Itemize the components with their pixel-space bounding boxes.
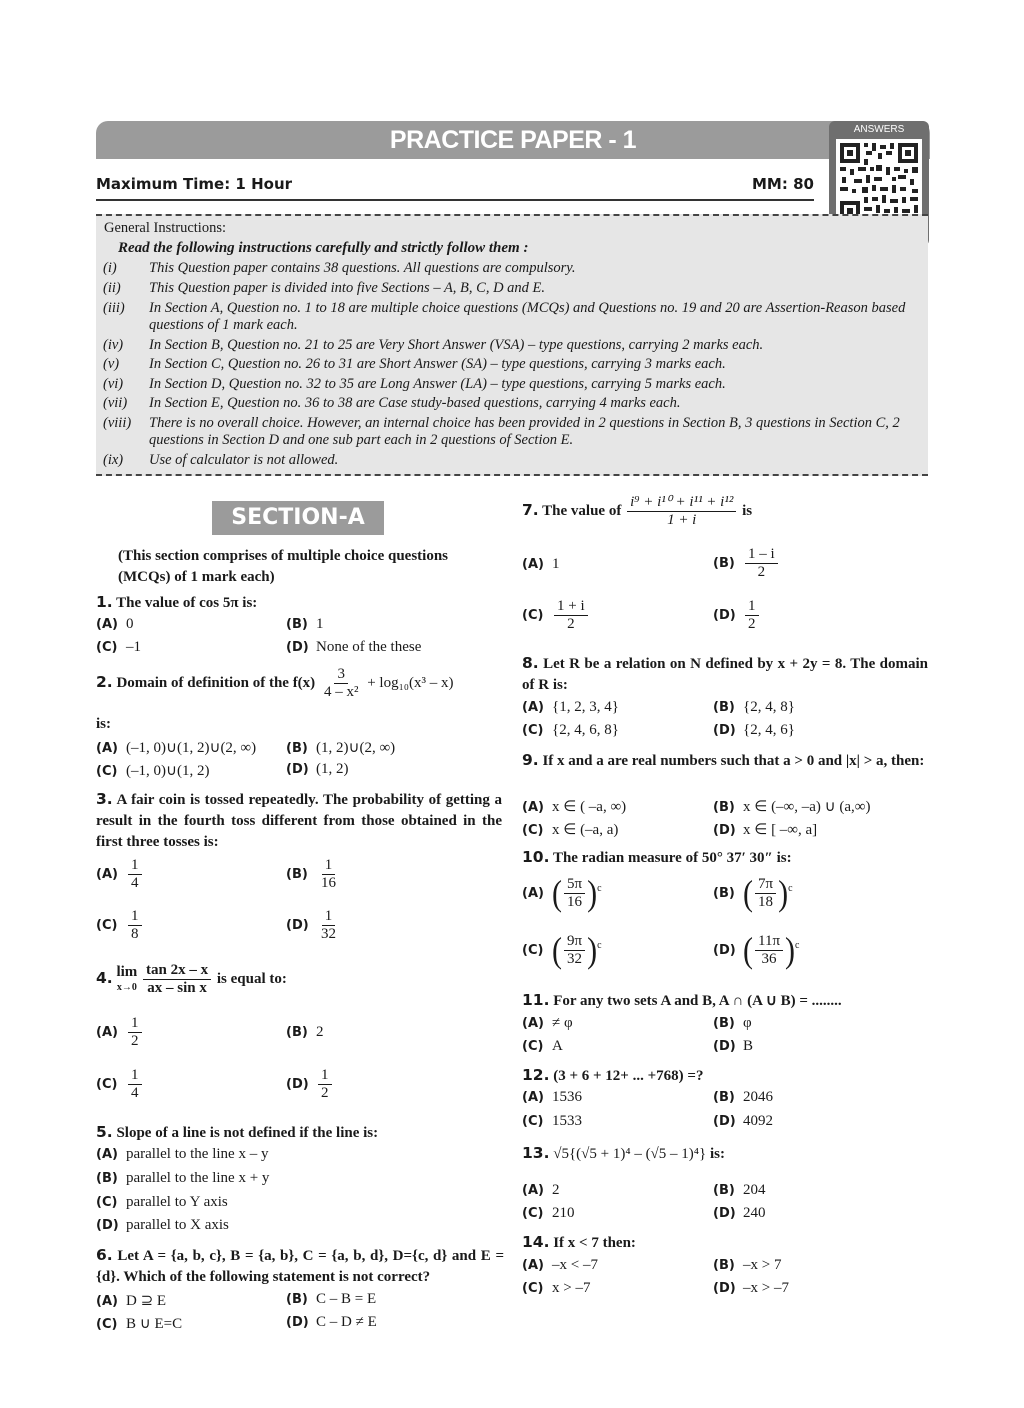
instruction-text: There is no overall choice. However, an internal choice has been provided in 2 questions in Section B, 3 questions in Section C, 2 questions in Section D and one sub part each in 2 questions of Section E. bbox=[149, 415, 900, 448]
page-title: PRACTICE PAPER - 1 bbox=[389, 126, 637, 154]
question-5: 5. Slope of a line is not defined if the line is: bbox=[96, 1123, 379, 1141]
instruction-text: In Section A, Question no. 1 to 18 are multiple choice questions (MCQs) and Questions no. 19 and 20 are Assertion-Reason based questions of 1 mark each. bbox=[149, 300, 906, 333]
option-a: (A) 0 bbox=[96, 616, 134, 632]
option-d: (D) x ∈ [ –∞, a] bbox=[713, 822, 818, 838]
header-rule bbox=[96, 199, 814, 201]
instruction-text: Use of calculator is not allowed. bbox=[149, 452, 339, 468]
option-d: (D) C – D ≠ E bbox=[286, 1314, 377, 1330]
option-b: (B) 204 bbox=[713, 1182, 766, 1198]
option-c: (C) $\frac{1}{8}$ bbox=[96, 908, 144, 943]
question-2-tail: is: bbox=[96, 716, 111, 732]
option-a: (A) (–1, 0)∪(1, 2)∪(2, ∞) bbox=[96, 740, 257, 756]
question-4: 4. lim x→0 $\frac{\tan 2x - x}{\text{ax – sin x}}$ is equal to: bbox=[96, 962, 287, 996]
instruction-text: This Question paper contains 38 questions. All questions are compulsory. bbox=[149, 260, 576, 276]
instruction-text: In Section E, Question no. 36 to 38 are Case study-based questions, carrying 4 marks each. bbox=[149, 395, 681, 411]
option-c: (C) B ∪ E=C bbox=[96, 1316, 183, 1332]
question-1: 1. The value of cos 5π is: bbox=[96, 593, 258, 611]
instruction-num: (i) bbox=[103, 260, 117, 276]
option-c: (C) x > –7 bbox=[522, 1280, 591, 1296]
option-d: (D) {2, 4, 6} bbox=[713, 722, 795, 738]
instruction-text: In Section D, Question no. 32 to 35 are Long Answer (LA) – type questions, carrying 5 marks each. bbox=[149, 376, 726, 392]
option-c: (C) 210 bbox=[522, 1205, 575, 1221]
option-b: (B) {2, 4, 8} bbox=[713, 699, 795, 715]
question-9: 9. If x and a are real numbers such that a > 0 and |x| > a, then: bbox=[522, 751, 925, 769]
instruction-num: (ix) bbox=[103, 452, 124, 468]
option-c: (C) –1 bbox=[96, 639, 141, 655]
instruction-num: (iii) bbox=[103, 300, 125, 316]
option-a: (A) 2 bbox=[522, 1182, 560, 1198]
option-d: (D) None of the these bbox=[286, 639, 422, 655]
option-c: (C) x ∈ (–a, a) bbox=[522, 822, 619, 838]
option-d: (D) $\frac{1}{2}$ bbox=[713, 598, 761, 633]
option-a: (A) $\frac{1}{4}$ bbox=[96, 857, 144, 892]
option-a: (A) $\frac{1}{2}$ bbox=[96, 1015, 144, 1050]
option-a: (A) 1536 bbox=[522, 1089, 582, 1105]
instructions-heading: General Instructions: bbox=[104, 220, 227, 236]
question-11: 11. For any two sets A and B, A ∩ (A ∪ B) = ........ bbox=[522, 991, 842, 1009]
instruction-text: In Section B, Question no. 21 to 25 are Very Short Answer (VSA) – type questions, carrying 2 marks each. bbox=[149, 337, 764, 353]
option-d: (D) $\frac{1}{32}$ bbox=[286, 908, 336, 942]
option-b: (B) $\frac{1 - i}{2}$ bbox=[713, 546, 780, 581]
option-c: (C) $\frac{1 + i}{2}$ bbox=[522, 598, 590, 633]
option-d: (D) –x > –7 bbox=[713, 1280, 789, 1296]
option-a: (A) {1, 2, 3, 4} bbox=[522, 699, 619, 715]
option-d: (D) B bbox=[713, 1038, 754, 1054]
option-c: (C) A bbox=[522, 1038, 563, 1054]
option-c: (C) 1533 bbox=[522, 1113, 582, 1129]
instruction-text: This Question paper is divided into five Sections – A, B, C, D and E. bbox=[149, 280, 546, 296]
option-b: (B) (1, 2)∪(2, ∞) bbox=[286, 740, 396, 756]
question-7: 7. The value of $\frac{\text{i⁹ + i¹⁰ + i¹¹ + i¹²}}{1 + i}$ is bbox=[522, 494, 753, 528]
option-c: (C) ( $\frac{9\pi}{32}$ )$^c$ bbox=[522, 930, 602, 970]
option-b: (B) x ∈ (–∞, –a) ∪ (a,∞) bbox=[713, 799, 871, 815]
option-c: (C) (–1, 0)∪(1, 2) bbox=[96, 763, 210, 779]
question-8: 8. Let R be a relation on N defined by x + 2y = 8. The domain of R is: bbox=[522, 654, 929, 693]
qr-code-icon bbox=[836, 139, 922, 225]
option-b: (B) 2046 bbox=[713, 1089, 773, 1105]
instruction-num: (iv) bbox=[103, 337, 124, 353]
option-a: (A) x ∈ ( –a, ∞) bbox=[522, 799, 627, 815]
question-10: 10. The radian measure of 50° 37′ 30″ is: bbox=[522, 848, 792, 866]
instruction-num: (viii) bbox=[103, 415, 132, 431]
option-a: (A) D ⊇ E bbox=[96, 1293, 167, 1309]
option-b: (B) 1 bbox=[286, 616, 324, 632]
option-b: (B) $\frac{1}{16}$ bbox=[286, 857, 336, 891]
option-a: (A) –x < –7 bbox=[522, 1257, 598, 1273]
question-14: 14. If x < 7 then: bbox=[522, 1233, 636, 1251]
option-b: (B) C – B = E bbox=[286, 1291, 377, 1307]
instruction-num: (vii) bbox=[103, 395, 128, 411]
option-d: (D) 4092 bbox=[713, 1113, 773, 1129]
option-d: (D) parallel to X axis bbox=[96, 1217, 229, 1233]
option-c: (C) parallel to Y axis bbox=[96, 1194, 228, 1210]
question-3: 3. A fair coin is tossed repeatedly. The probability of getting a result in the fourth toss different from those obtained in the first three tosses is: bbox=[96, 790, 502, 850]
question-6: 6. Let A = {a, b, c}, B = {a, b}, C = {a, b, d}, D={c, d} and E = {d}. Which of the following statement is not correct? bbox=[96, 1246, 504, 1285]
instruction-num: (v) bbox=[103, 356, 120, 372]
max-time: Maximum Time: 1 Hour bbox=[96, 175, 293, 193]
option-a: (A) ≠ φ bbox=[522, 1015, 573, 1031]
instructions-intro: Read the following instructions carefully and strictly follow them : bbox=[118, 240, 529, 256]
qr-caption-top: ANSWERS bbox=[853, 124, 905, 135]
section-description: (This section comprises of multiple choice questions (MCQs) of 1 mark each) bbox=[118, 548, 448, 585]
instruction-text: In Section C, Question no. 26 to 31 are Short Answer (SA) – type questions, carrying 3 marks each. bbox=[149, 356, 726, 372]
option-b: (B) φ bbox=[713, 1015, 752, 1031]
question-13: 13. √5{(√5 + 1)⁴ – (√5 – 1)⁴} is: bbox=[522, 1144, 725, 1162]
option-d: (D) ( $\frac{11\pi}{36}$ )$^c$ bbox=[713, 930, 800, 970]
option-b: (B) ( $\frac{7\pi}{18}$ )$^c$ bbox=[713, 873, 793, 913]
option-a: (A) parallel to the line x – y bbox=[96, 1146, 269, 1162]
option-c: (C) $\frac{1}{4}$ bbox=[96, 1067, 144, 1102]
section-title: SECTION-A bbox=[231, 505, 365, 530]
option-a: (A) 1 bbox=[522, 556, 560, 572]
question-2: 2. Domain of definition of the f(x) $\frac{3}{\text{4 – x²}}$ + log₁₀(x³ – x) bbox=[96, 666, 454, 700]
option-d: (D) $\frac{1}{2}$ bbox=[286, 1067, 334, 1102]
option-b: (B) –x > 7 bbox=[713, 1257, 782, 1273]
option-b: (B) parallel to the line x + y bbox=[96, 1170, 270, 1186]
option-d: (D) 240 bbox=[713, 1205, 766, 1221]
option-c: (C) {2, 4, 6, 8} bbox=[522, 722, 619, 738]
question-12: 12. (3 + 6 + 12+ ... +768) =? bbox=[522, 1066, 704, 1084]
instruction-num: (vi) bbox=[103, 376, 124, 392]
max-marks: MM: 80 bbox=[752, 175, 814, 193]
option-d: (D) (1, 2) bbox=[286, 761, 349, 777]
option-a: (A) ( $\frac{5\pi}{16}$ )$^c$ bbox=[522, 873, 602, 913]
instruction-num: (ii) bbox=[103, 280, 121, 296]
option-b: (B) 2 bbox=[286, 1024, 324, 1040]
